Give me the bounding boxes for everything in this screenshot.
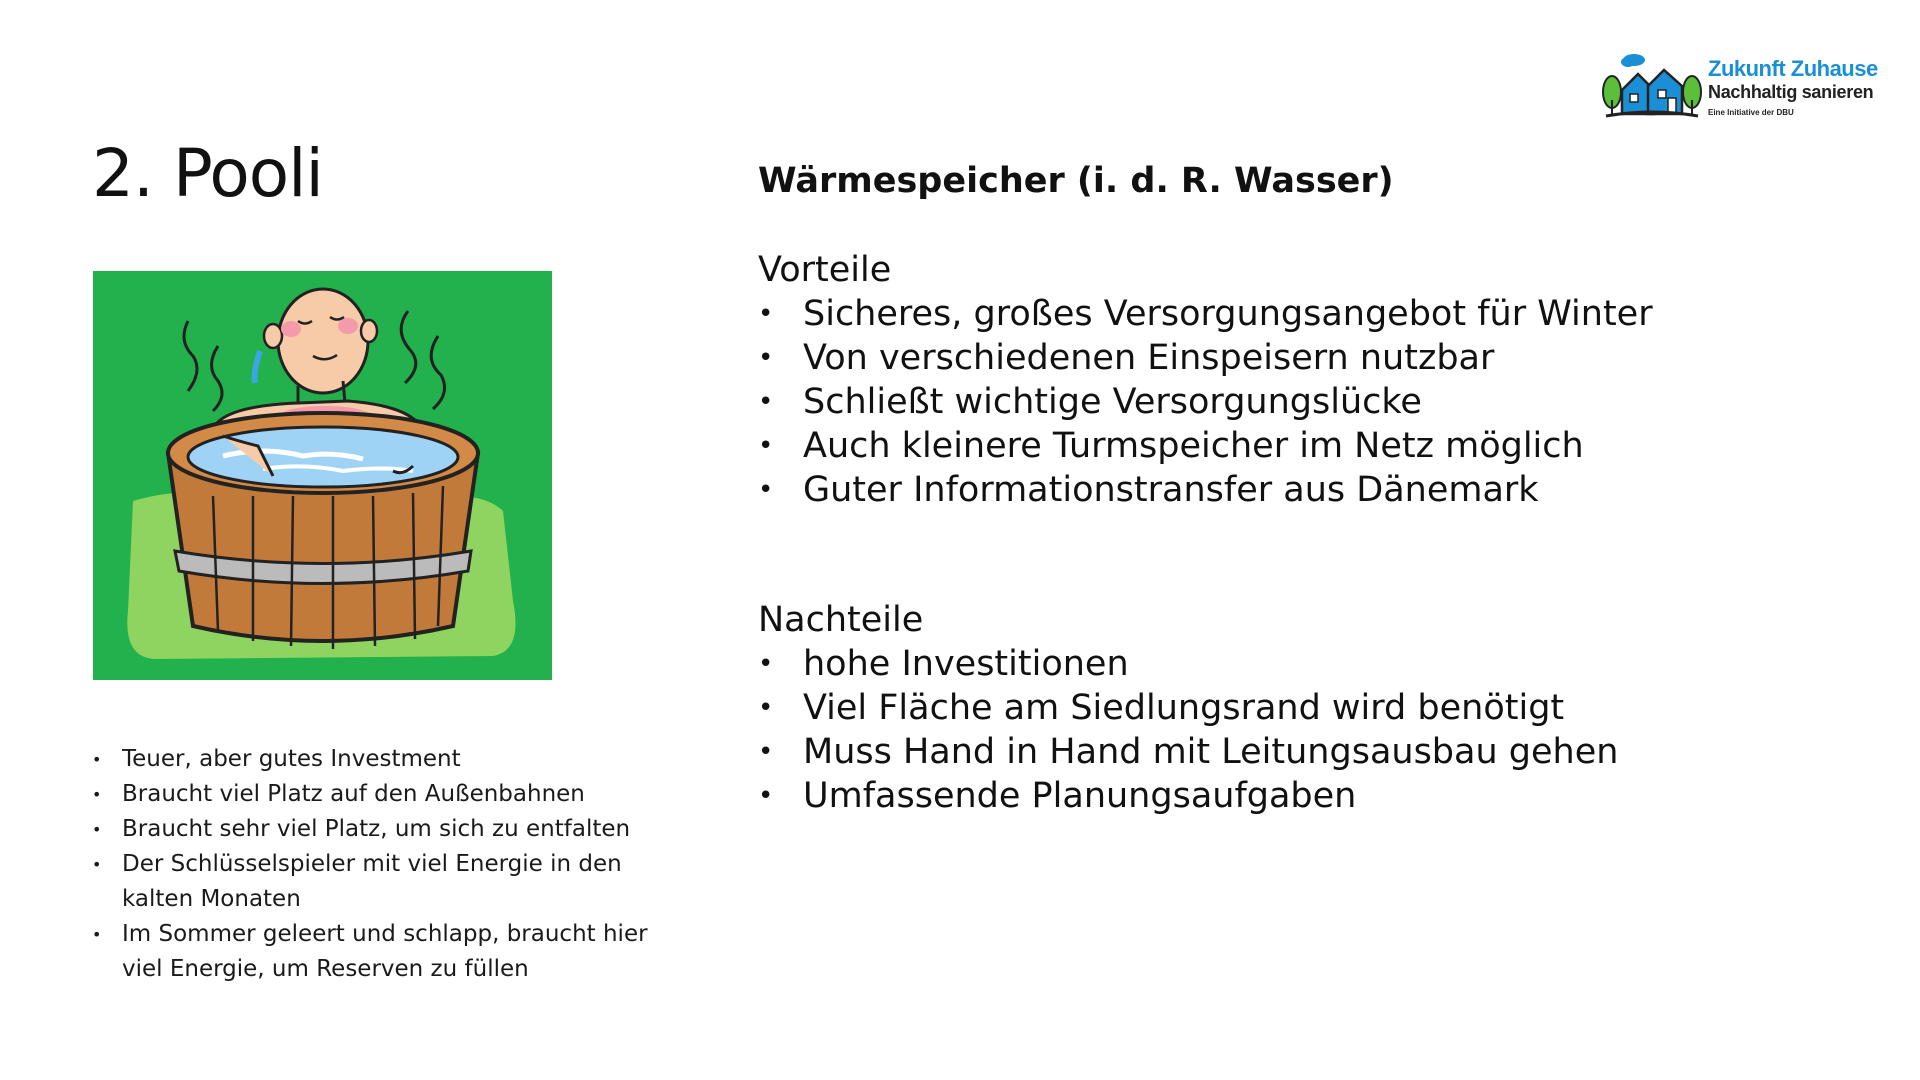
list-item: • Von verschiedenen Einspeisern nutzbar [758,336,1653,380]
zukunft-zuhause-logo [1600,50,1878,130]
list-item: • hohe Investitionen [758,642,1618,686]
list-item: • Der Schlüsselspieler mit viel Energie in den kalten Monaten [92,847,652,917]
logo-subtitle: Nachhaltig sanieren [1708,82,1874,102]
list-item: • Auch kleinere Turmspeicher im Netz möglich [758,424,1653,468]
list-item: • Umfassende Planungsaufgaben [758,774,1618,818]
list-item: • Braucht sehr viel Platz, um sich zu entfalten [92,812,652,847]
list-item: • Teuer, aber gutes Investment [92,742,652,777]
list-item: • Braucht viel Platz auf den Außenbahnen [92,777,652,812]
house-with-trees-logo-icon [1600,50,1704,122]
person-in-wooden-tub-illustration [93,271,552,680]
list-item: • Guter Informationstransfer aus Dänemark [758,468,1653,512]
section-heading: Wärmespeicher (i. d. R. Wasser) [758,161,1394,201]
list-item: • Sicheres, großes Versorgungsangebot für Winter [758,292,1653,336]
list-item: • Muss Hand in Hand mit Leitungsausbau gehen [758,730,1618,774]
cons-label: Nachteile [758,600,924,640]
list-item: • Viel Fläche am Siedlungsrand wird benötigt [758,686,1618,730]
slide-title: 2. Pooli [92,135,323,212]
logo-tagline: Eine Initiative der DBU [1708,108,1794,117]
cons-list [758,642,1618,818]
logo-title: Zukunft Zuhause [1708,56,1878,81]
pros-label: Vorteile [758,250,892,290]
list-item: • Im Sommer geleert und schlapp, braucht hier viel Energie, um Reserven zu füllen [92,917,652,987]
list-item: • Schließt wichtige Versorgungslücke [758,380,1653,424]
pooli-characteristics-list [92,742,652,987]
pros-list [758,292,1653,512]
